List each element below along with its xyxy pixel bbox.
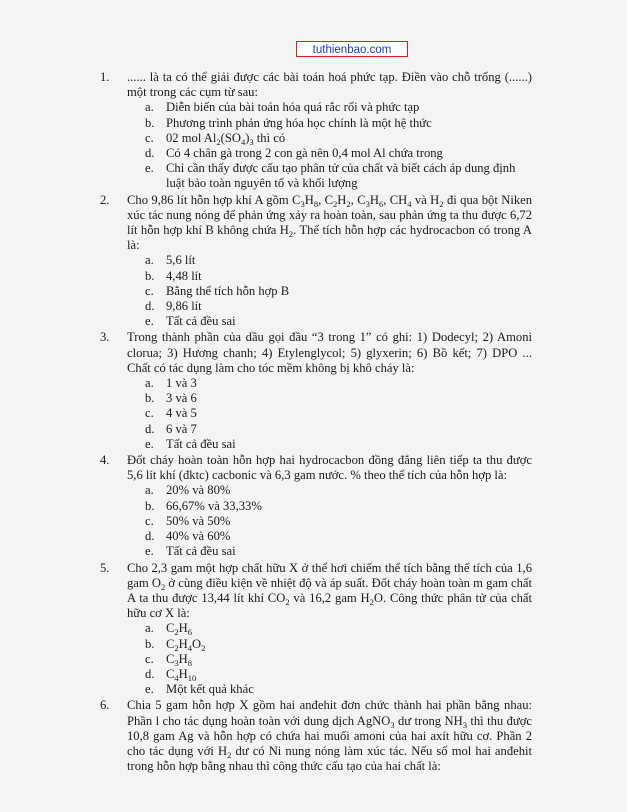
question-text: ...... là ta có thể giải được các bài toán hoá phức tạp. Điền vào chỗ trống (......) một trong các cụm từ sau: [127, 70, 532, 100]
answer-option [145, 422, 532, 437]
option-label: e. [145, 544, 154, 559]
answer-options [127, 621, 532, 697]
option-text: $C_2H_6$ [166, 621, 193, 638]
answer-option [145, 269, 532, 284]
answer-option [145, 161, 532, 191]
question-text: Cho 2,3 gam một hợp chất hữu X ở thể hơi chiếm thể tích bằng thể tích của 1,6 gam $O_2$ ở cùng điều kiện về nhiệt độ và áp suất. Đốt cháy hoàn toàn m gam chất A ta thu được 13,44 lít khí $CO_2$ và 16,2 gam $H_2O$. Công thức phân tử của chất hữu cơ X là: [127, 560, 532, 621]
answer-option [145, 529, 532, 544]
question [100, 330, 532, 452]
question-number: 3. [100, 330, 110, 345]
answer-option [145, 544, 532, 559]
question-number: 5. [100, 560, 110, 575]
option-label: a. [145, 621, 154, 636]
option-text: Tất cả đều sai [166, 544, 236, 559]
question-number: 1. [100, 70, 110, 84]
answer-option [145, 437, 532, 452]
option-label: e. [145, 682, 154, 697]
question-number: 4. [100, 453, 110, 468]
option-label: e. [145, 161, 154, 176]
answer-option [145, 116, 532, 131]
option-label: a. [145, 100, 154, 115]
answer-option [145, 483, 532, 498]
option-text: 02 mol $Al_2(SO_4)_3$ thì có [166, 130, 286, 147]
answer-option [145, 406, 532, 421]
option-label: c. [145, 651, 154, 666]
answer-option [145, 131, 532, 146]
option-label: b. [145, 391, 155, 406]
option-text: 5,6 lít [166, 253, 196, 268]
option-label: e. [145, 436, 154, 451]
option-text: 66,67% và 33,33% [166, 498, 262, 513]
option-label: c. [145, 130, 154, 145]
question-list [100, 70, 532, 775]
question-text: Chia 5 gam hỗn hợp X gồm hai anđehit đơn chức thành hai phần bằng nhau: Phần l cho tác dụng hoàn toàn với dung dịch AgNO$_3$ dư trong $NH_3$ thì thu được 10,8 gam Ag và hỗn hợp có chứa hai muối amoni của hai axít hữu cơ. Phần 2 cho tác dụng với $H_2$ dư có Ni nung nóng làm xúc tác. Nếu số mol hai anđehit trong hỗn hợp bằng nhau thì công thức cấu tạo của hai chất là: [127, 698, 533, 774]
answer-option [145, 314, 532, 329]
question [100, 698, 532, 774]
option-text: 50% và 50% [166, 513, 231, 528]
option-text: $C_4H_{10}$ [166, 666, 197, 683]
option-label: b. [145, 115, 155, 130]
question [100, 453, 532, 559]
option-text: Phương trình phản ứng hóa học chính là một hệ thức [166, 115, 432, 130]
answer-option [145, 100, 532, 115]
answer-options [127, 376, 532, 452]
option-label: d. [145, 666, 155, 681]
question-number: 2. [100, 192, 110, 207]
option-text: $C_3H_8$ [166, 651, 193, 668]
option-label: a. [145, 483, 154, 498]
answer-option [145, 514, 532, 529]
option-text: 4,48 lít [166, 268, 202, 283]
question-number: 6. [100, 698, 110, 713]
option-text: 9,86 lít [166, 299, 202, 314]
option-label: d. [145, 299, 155, 314]
answer-option [145, 299, 532, 314]
option-text: 6 và 7 [166, 421, 197, 436]
option-label: b. [145, 268, 155, 283]
answer-options [127, 100, 532, 191]
answer-option [145, 376, 532, 391]
answer-option [145, 652, 532, 667]
answer-option [145, 284, 532, 299]
answer-option [145, 391, 532, 406]
watermark-link[interactable]: tuthienbao.com [296, 41, 408, 57]
question [100, 561, 532, 698]
option-text: 20% và 80% [166, 483, 231, 498]
option-label: c. [145, 513, 154, 528]
option-label: c. [145, 283, 154, 298]
answer-option [145, 667, 532, 682]
option-text: Tất cả đều sai [166, 436, 236, 451]
question-text: Cho 9,86 lít hỗn hợp khí A gồm $C_3H_8$, $C_2H_2$, $C_3H_6$, $CH_4$ và $H_2$ đi qua bột Niken xúc tác nung nóng để phản ứng xảy ra hoàn toàn, sau phản ứng ta thu được 6,72 lít hỗn hợp khí B không chứa $H_2$. Thể tích hỗn hợp các hydrocacbon có trong A là: [127, 192, 532, 253]
option-text: $C_2H_4O_2$ [166, 636, 206, 653]
question-text: Trong thành phần của dầu gọi đầu “3 trong 1” có ghi: 1) Dodecyl; 2) Amoni clorua; 3) Hương chanh; 4) Etylenglycol; 5) glyxerin; 6) Bồ kết; 7) DPO ... Chất có tác dụng làm cho tóc mềm không bị khô cháy là: [127, 330, 532, 375]
option-label: d. [145, 421, 155, 436]
question [100, 193, 532, 330]
option-label: a. [145, 376, 154, 391]
option-text: 40% và 60% [166, 529, 231, 544]
option-text: Tất cả đều sai [166, 314, 236, 329]
option-label: e. [145, 314, 154, 329]
option-text: Có 4 chân gà trong 2 con gà nên 0,4 mol Al chứa trong [166, 146, 443, 161]
option-text: 1 và 3 [166, 376, 197, 391]
option-text: Chỉ cần thấy được cấu tạo phân tử của chất và biết cách áp dung định luật bảo toàn nguyên tố và khối lượng [166, 161, 516, 191]
answer-option [145, 253, 532, 268]
option-label: c. [145, 406, 154, 421]
option-text: 4 và 5 [166, 406, 197, 421]
answer-option [145, 682, 532, 697]
answer-option [145, 621, 532, 636]
option-label: b. [145, 498, 155, 513]
option-label: a. [145, 253, 154, 268]
option-label: d. [145, 146, 155, 161]
question [100, 70, 532, 192]
option-text: Diễn biến của bài toán hóa quá rắc rối và phức tạp [166, 100, 420, 115]
answer-option [145, 637, 532, 652]
question-text: Đốt cháy hoàn toàn hỗn hợp hai hydrocacbon đồng đẳng liên tiếp ta thu được 5,6 lít khí (đktc) cacbonic và 6,3 gam nước. % theo thể tích của hỗn hợp là: [127, 453, 532, 483]
answer-option [145, 146, 532, 161]
option-text: 3 và 6 [166, 391, 197, 406]
answer-options [127, 483, 532, 559]
option-text: Một kết quả khác [166, 682, 254, 697]
answer-option [145, 499, 532, 514]
answer-options [127, 253, 532, 329]
option-text: Bằng thể tích hỗn hợp B [166, 283, 290, 298]
option-label: d. [145, 529, 155, 544]
option-label: b. [145, 636, 155, 651]
